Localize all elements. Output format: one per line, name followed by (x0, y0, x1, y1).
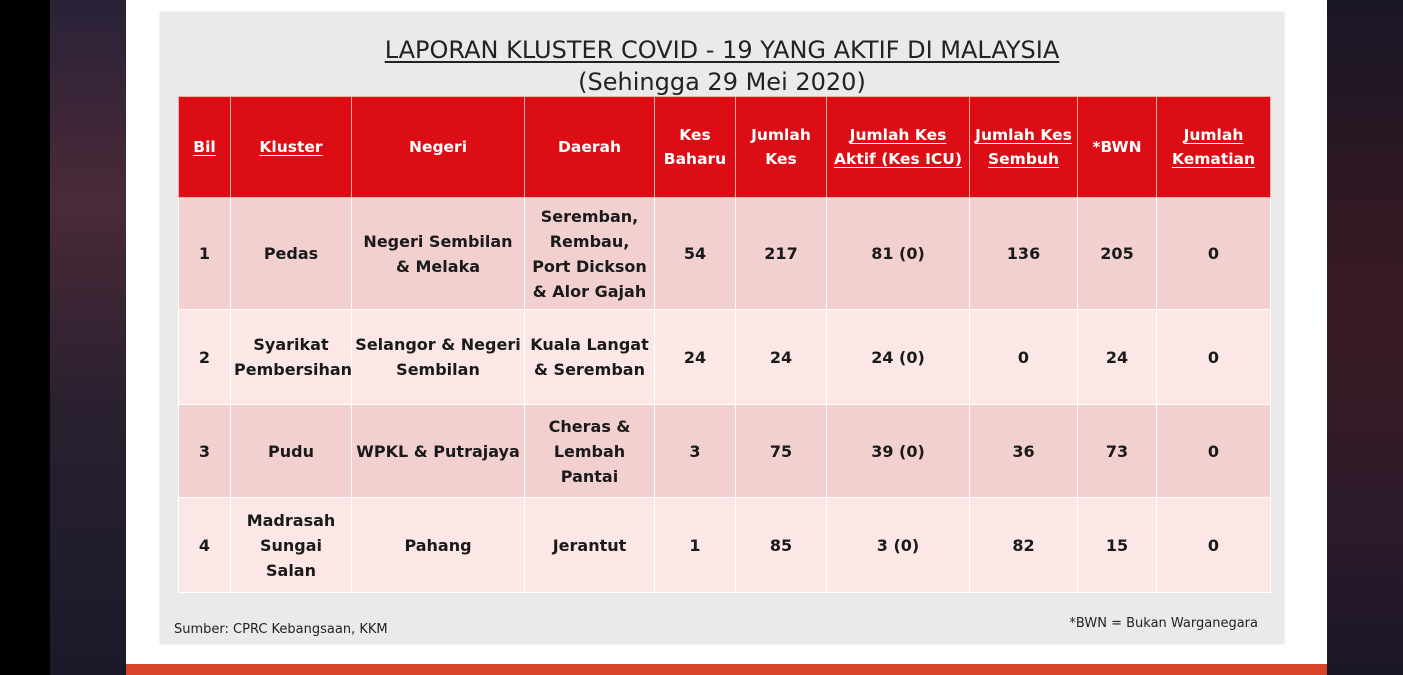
cell-kes-aktif: 39 (0) (827, 405, 970, 498)
bwn-note: *BWN = Bukan Warganegara (1069, 616, 1258, 631)
header-jumlah-kematian: Jumlah Kematian (1157, 97, 1271, 198)
cell-kes-aktif: 24 (0) (827, 310, 970, 405)
cell-jumlah-kes: 217 (736, 198, 827, 310)
cell-kematian: 0 (1157, 498, 1271, 593)
cell-bwn: 15 (1078, 498, 1157, 593)
cell-negeri: Pahang (352, 498, 525, 593)
cell-kes-baharu: 24 (655, 310, 736, 405)
cell-bil: 2 (179, 310, 231, 405)
cell-kes-aktif: 3 (0) (827, 498, 970, 593)
cluster-table (178, 96, 1271, 593)
cell-bwn: 73 (1078, 405, 1157, 498)
cell-kluster: Pedas (231, 198, 352, 310)
cell-kes-baharu: 54 (655, 198, 736, 310)
cell-kes-baharu: 1 (655, 498, 736, 593)
header-kluster: Kluster (231, 97, 352, 198)
cell-daerah: Kuala Langat & Seremban (525, 310, 655, 405)
table-row (179, 310, 1271, 405)
header-jumlah-kes-aktif: Jumlah Kes Aktif (Kes ICU) (827, 97, 970, 198)
background-left (50, 0, 126, 675)
cell-jumlah-kes: 85 (736, 498, 827, 593)
cell-bil: 4 (179, 498, 231, 593)
cell-jumlah-kes: 75 (736, 405, 827, 498)
slide-title (160, 34, 1284, 98)
cell-kes-sembuh: 36 (970, 405, 1078, 498)
header-negeri: Negeri (352, 97, 525, 198)
header-kes-baharu: Kes Baharu (655, 97, 736, 198)
cell-daerah: Seremban, Rembau, Port Dickson & Alor Gajah (525, 198, 655, 310)
header-jumlah-kes-sembuh: Jumlah Kes Sembuh (970, 97, 1078, 198)
header-jumlah-kes: Jumlah Kes (736, 97, 827, 198)
cell-bwn: 24 (1078, 310, 1157, 405)
cell-kluster: Syarikat Pembersihan (231, 310, 352, 405)
cell-kematian: 0 (1157, 405, 1271, 498)
table-header-row (179, 97, 1271, 198)
cell-daerah: Cheras & Lembah Pantai (525, 405, 655, 498)
cell-kematian: 0 (1157, 198, 1271, 310)
title-main: LAPORAN KLUSTER COVID - 19 YANG AKTIF DI MALAYSIA (384, 36, 1060, 64)
cell-bil: 1 (179, 198, 231, 310)
cell-kluster: Pudu (231, 405, 352, 498)
table-row (179, 498, 1271, 593)
title-date: (Sehingga 29 Mei 2020) (578, 68, 866, 96)
table-row (179, 405, 1271, 498)
cell-jumlah-kes: 24 (736, 310, 827, 405)
header-bwn: *BWN (1078, 97, 1157, 198)
presentation-bottom-bar (126, 664, 1327, 675)
cell-kluster: Madrasah Sungai Salan (231, 498, 352, 593)
cell-daerah: Jerantut (525, 498, 655, 593)
header-bil: Bil (179, 97, 231, 198)
table-row (179, 198, 1271, 310)
slide (160, 12, 1284, 644)
cell-kes-sembuh: 82 (970, 498, 1078, 593)
background-right (1327, 0, 1403, 675)
cell-negeri: Selangor & Negeri Sembilan (352, 310, 525, 405)
cell-bil: 3 (179, 405, 231, 498)
source-note: Sumber: CPRC Kebangsaan, KKM (174, 622, 388, 637)
header-daerah: Daerah (525, 97, 655, 198)
cell-kes-baharu: 3 (655, 405, 736, 498)
cell-kes-sembuh: 0 (970, 310, 1078, 405)
cell-bwn: 205 (1078, 198, 1157, 310)
cell-kes-sembuh: 136 (970, 198, 1078, 310)
cell-negeri: WPKL & Putrajaya (352, 405, 525, 498)
cell-kes-aktif: 81 (0) (827, 198, 970, 310)
cell-negeri: Negeri Sembilan & Melaka (352, 198, 525, 310)
cell-kematian: 0 (1157, 310, 1271, 405)
